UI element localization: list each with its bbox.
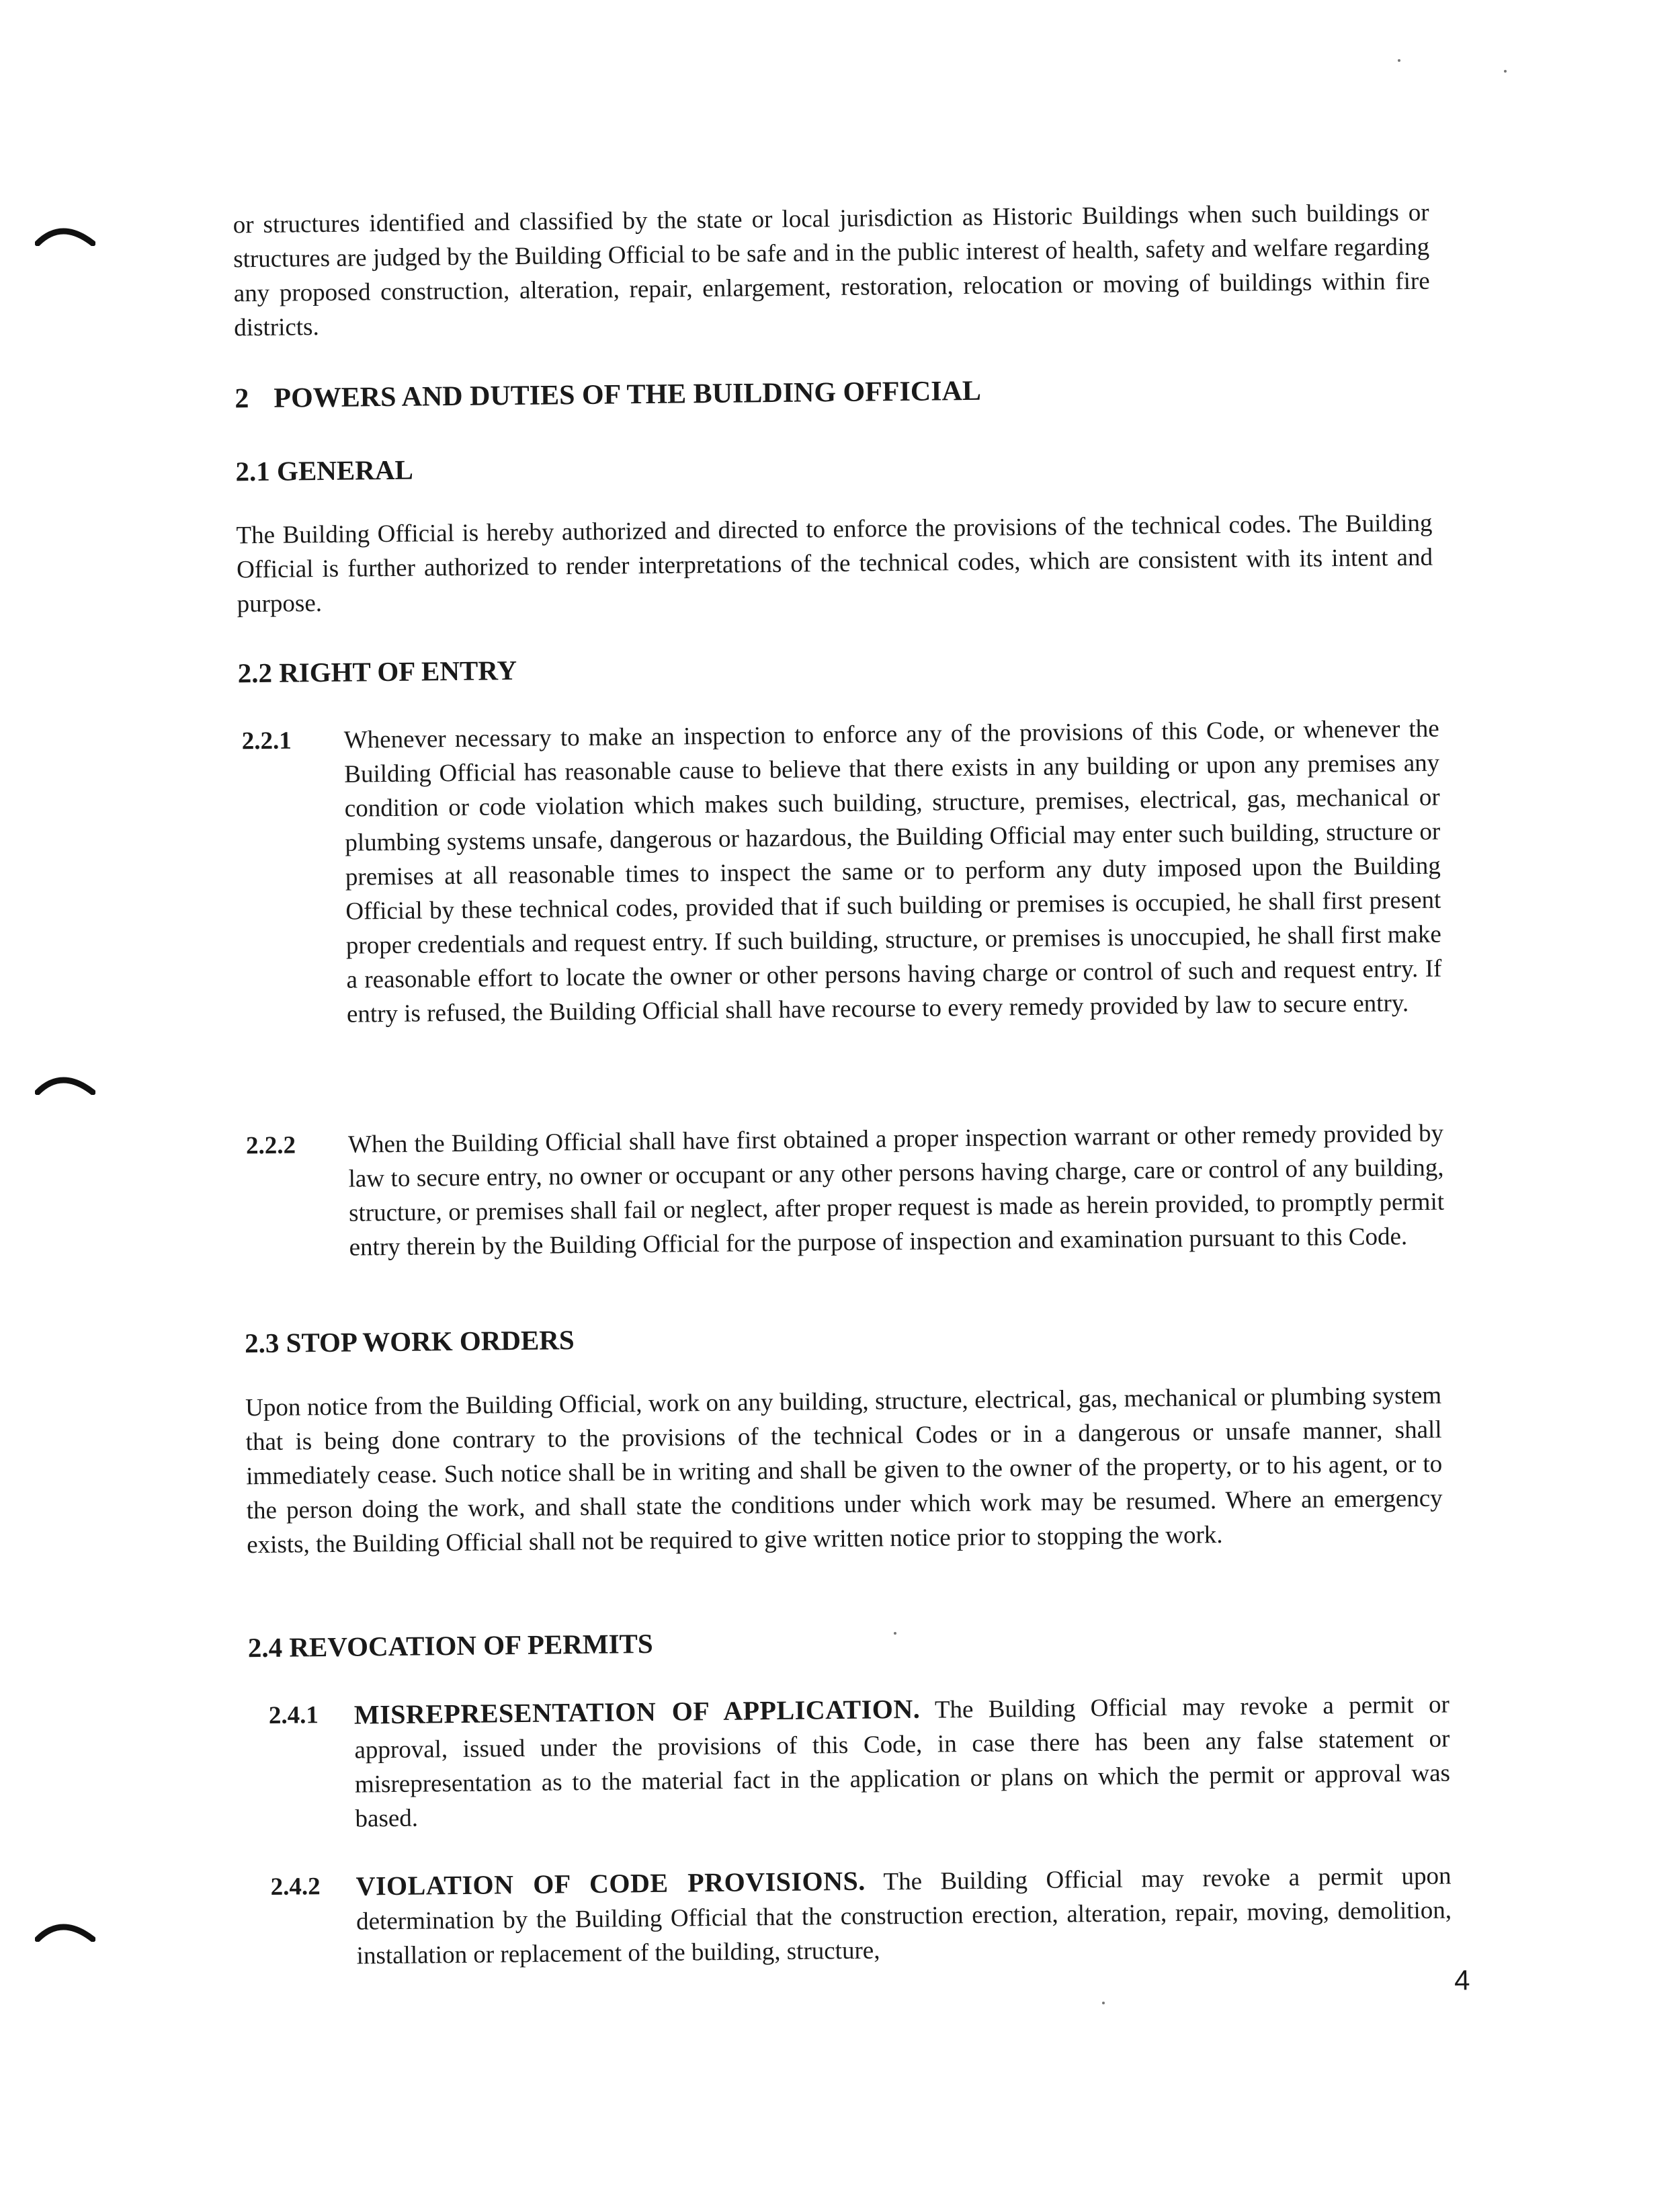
section-2-4-heading: 2.4 REVOCATION OF PERMITS <box>247 1627 653 1664</box>
clause-number: 2.2.1 <box>241 727 292 755</box>
clause-2-2-2-text: When the Building Official shall have first obtained a proper inspection warrant or other remedy provided by law to secure entry, no owner or occupant or any other persons having charge, care or control of any building, structure, or premises shall fail or neglect, after proper request is made as herein provided, to promptly permit entry therein by the Building Official for the purpose of inspection and examination pursuant to this Code. <box>347 1119 1445 1262</box>
section-2-3-heading: 2.3 STOP WORK ORDERS <box>244 1324 575 1359</box>
section-2-3-paragraph: Upon notice from the Building Official, work on any building, structure, electrical, gas, mechanical or plumbing system that is being done contrary to the provisions of the technical Codes or in a dangerous or unsafe manner, shall immediately cease. Such notice shall be in writing and shall be given to the owner of the property, or to his agent, or to the person doing the work, and shall state the conditions under which work may be resumed. Where an emergency exists, the Building Official shall not be required to give written notice prior to stopping the work. <box>245 1381 1443 1559</box>
clause-2-4-2-text <box>355 1858 1452 1973</box>
clause-number: 2.4.2 <box>270 1873 321 1901</box>
page-number: 4 <box>1454 1964 1470 1996</box>
clause-body: The Building Official may revoke a permit or approval, issued under the provisions of this Code, in case there has been any false statement or misrepresentation as to the material fact in the application or plans on which the permit or approval was based. <box>354 1690 1451 1833</box>
clause-number: 2.2.2 <box>245 1131 296 1160</box>
clause-2-2-1-text: Whenever necessary to make an inspection to enforce any of the provisions of this Code, or whenever the Building Official has reasonable cause to believe that there exists in any building or upon any premises any condition or code violation which makes such building, structure, premises, electrical, gas, mechanical or plumbing systems unsafe, dangerous or hazardous, the Building Official may enter such building, structure or premises at all reasonable times to inspect the same or to perform any duty imposed upon the Building Official by these technical codes, provided that if such building or premises is occupied, he shall first present proper credentials and request entry. If such building, structure, or premises is unoccupied, he shall first make a reasonable effort to locate the owner or other persons having charge or control of such and request entry. If entry is refused, the Building Official shall have recourse to every remedy provided by law to secure entry. <box>343 714 1442 1028</box>
section-2-number: 2 <box>235 383 249 415</box>
section-2-title: POWERS AND DUTIES OF THE BUILDING OFFICIAL <box>274 375 982 414</box>
clause-body: The Building Official may revoke a permit upon determination by the Building Official that the construction erection, alteration, repair, moving, demolition, installation or replacement of the building, structure, <box>355 1862 1452 1970</box>
clause-number: 2.4.1 <box>268 1701 319 1729</box>
section-2-heading <box>235 375 981 415</box>
section-2-1-heading: 2.1 GENERAL <box>235 454 414 487</box>
intro-paragraph: or structures identified and classified by the state or local jurisdiction as Historic Buildings when such buildings or structures are judged by the Building Official to be safe and in the public interest of health, safety and welfare regarding any proposed construction, alteration, repair, enlargement, restoration, relocation or moving of buildings within fire districts. <box>233 198 1430 342</box>
section-2-1-paragraph: The Building Official is hereby authorized and directed to enforce the provisions of the technical codes. The Building Official is further authorized to render interpretations of the technical codes, which are consistent with its intent and purpose. <box>236 509 1433 618</box>
clause-lead-title: MISREPRESENTATION OF APPLICATION. <box>353 1693 921 1730</box>
clause-lead-title: VIOLATION OF CODE PROVISIONS. <box>355 1865 866 1901</box>
clause-2-4-1-text <box>354 1686 1451 1836</box>
section-2-2-heading: 2.2 RIGHT OF ENTRY <box>237 655 517 689</box>
